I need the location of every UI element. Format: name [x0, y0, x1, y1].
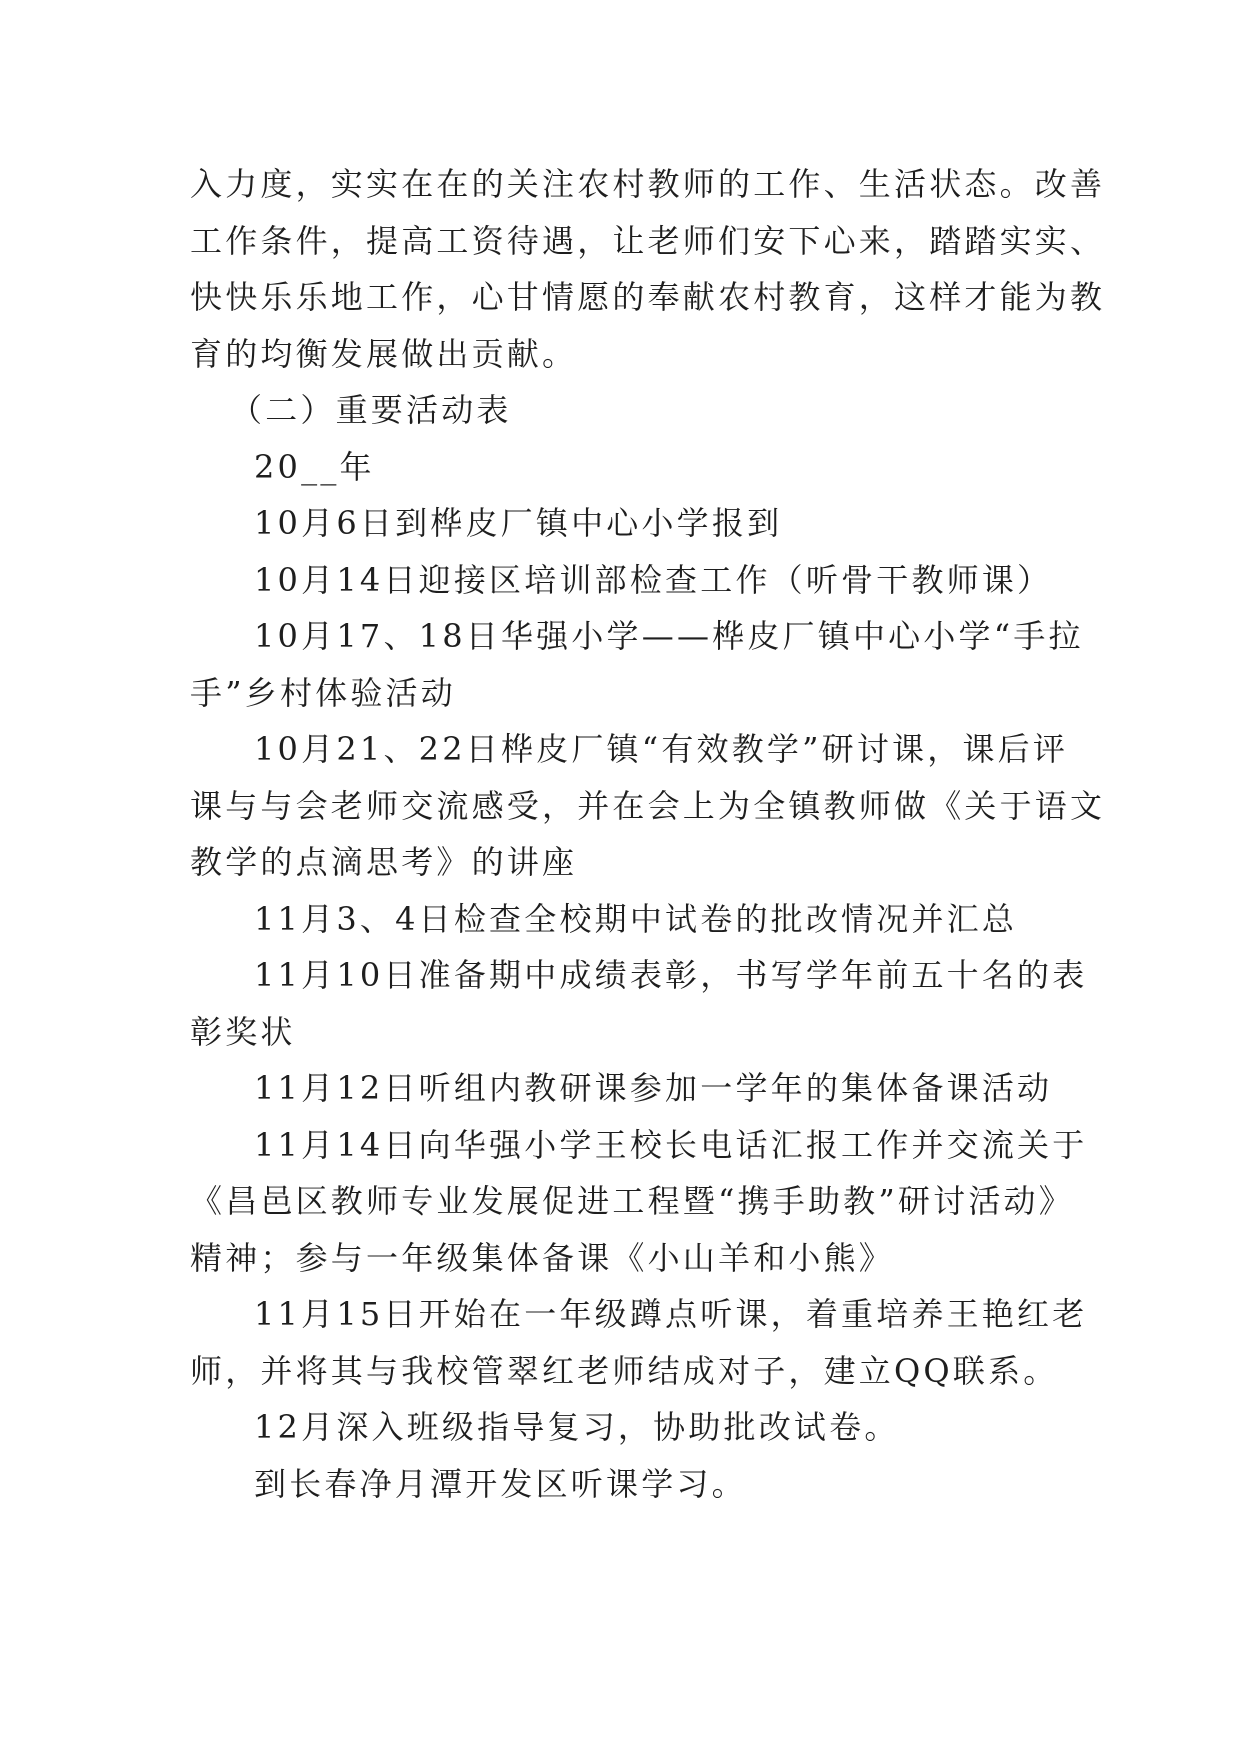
- activity-item-continuation: 精神；参与一年级集体备课《小山羊和小熊》: [190, 1238, 895, 1277]
- activity-item: 到长春净月潭开发区听课学习。: [254, 1464, 747, 1503]
- activity-item: 10月6日到桦皮厂镇中心小学报到: [254, 504, 783, 542]
- paragraph-line: 快快乐乐地工作，心甘情愿的奉献农村教育，这样才能为教: [190, 278, 1106, 316]
- paragraph-line: 入力度，实实在在的关注农村教师的工作、生活状态。改善: [190, 165, 1106, 203]
- activity-item-continuation: 课与与会老师交流感受，并在会上为全镇教师做《关于语文: [190, 786, 1106, 825]
- activity-item: 12月深入班级指导复习，协助批改试卷。: [254, 1408, 900, 1446]
- activity-item-continuation: 师，并将其与我校管翠红老师结成对子，建立QQ联系。: [190, 1351, 1059, 1390]
- activity-item: 10月21、22日桦皮厂镇“有效教学”研讨课，课后评: [254, 730, 1069, 768]
- year-line: 20__年: [254, 447, 375, 486]
- activity-item-continuation: 《昌邑区教师专业发展促进工程暨“携手助教”研讨活动》: [190, 1182, 1074, 1220]
- activity-item-continuation: 手”乡村体验活动: [190, 673, 456, 712]
- activity-item: 11月10日准备期中成绩表彰，书写学年前五十名的表: [254, 956, 1088, 994]
- paragraph-line: 育的均衡发展做出贡献。: [190, 334, 578, 373]
- activity-item: 10月17、18日华强小学——桦皮厂镇中心小学“手拉: [254, 617, 1084, 655]
- paragraph-line: 工作条件，提高工资待遇，让老师们安下心来，踏踏实实、: [190, 221, 1106, 260]
- document-body: [190, 156, 1106, 1512]
- activity-item: 11月14日向华强小学王校长电话汇报工作并交流关于: [254, 1125, 1088, 1164]
- activity-item: 10月14日迎接区培训部检查工作（听骨干教师课）: [254, 560, 1053, 599]
- section-heading: （二）重要活动表: [230, 391, 512, 429]
- activity-item-continuation: 彰奖状: [190, 1012, 296, 1051]
- activity-item: 11月12日听组内教研课参加一学年的集体备课活动: [254, 1069, 1053, 1107]
- activity-item: 11月15日开始在一年级蹲点听课，着重培养王艳红老: [254, 1295, 1088, 1333]
- activity-item-continuation: 教学的点滴思考》的讲座: [190, 843, 578, 881]
- activity-item: 11月3、4日检查全校期中试卷的批改情况并汇总: [254, 899, 1018, 938]
